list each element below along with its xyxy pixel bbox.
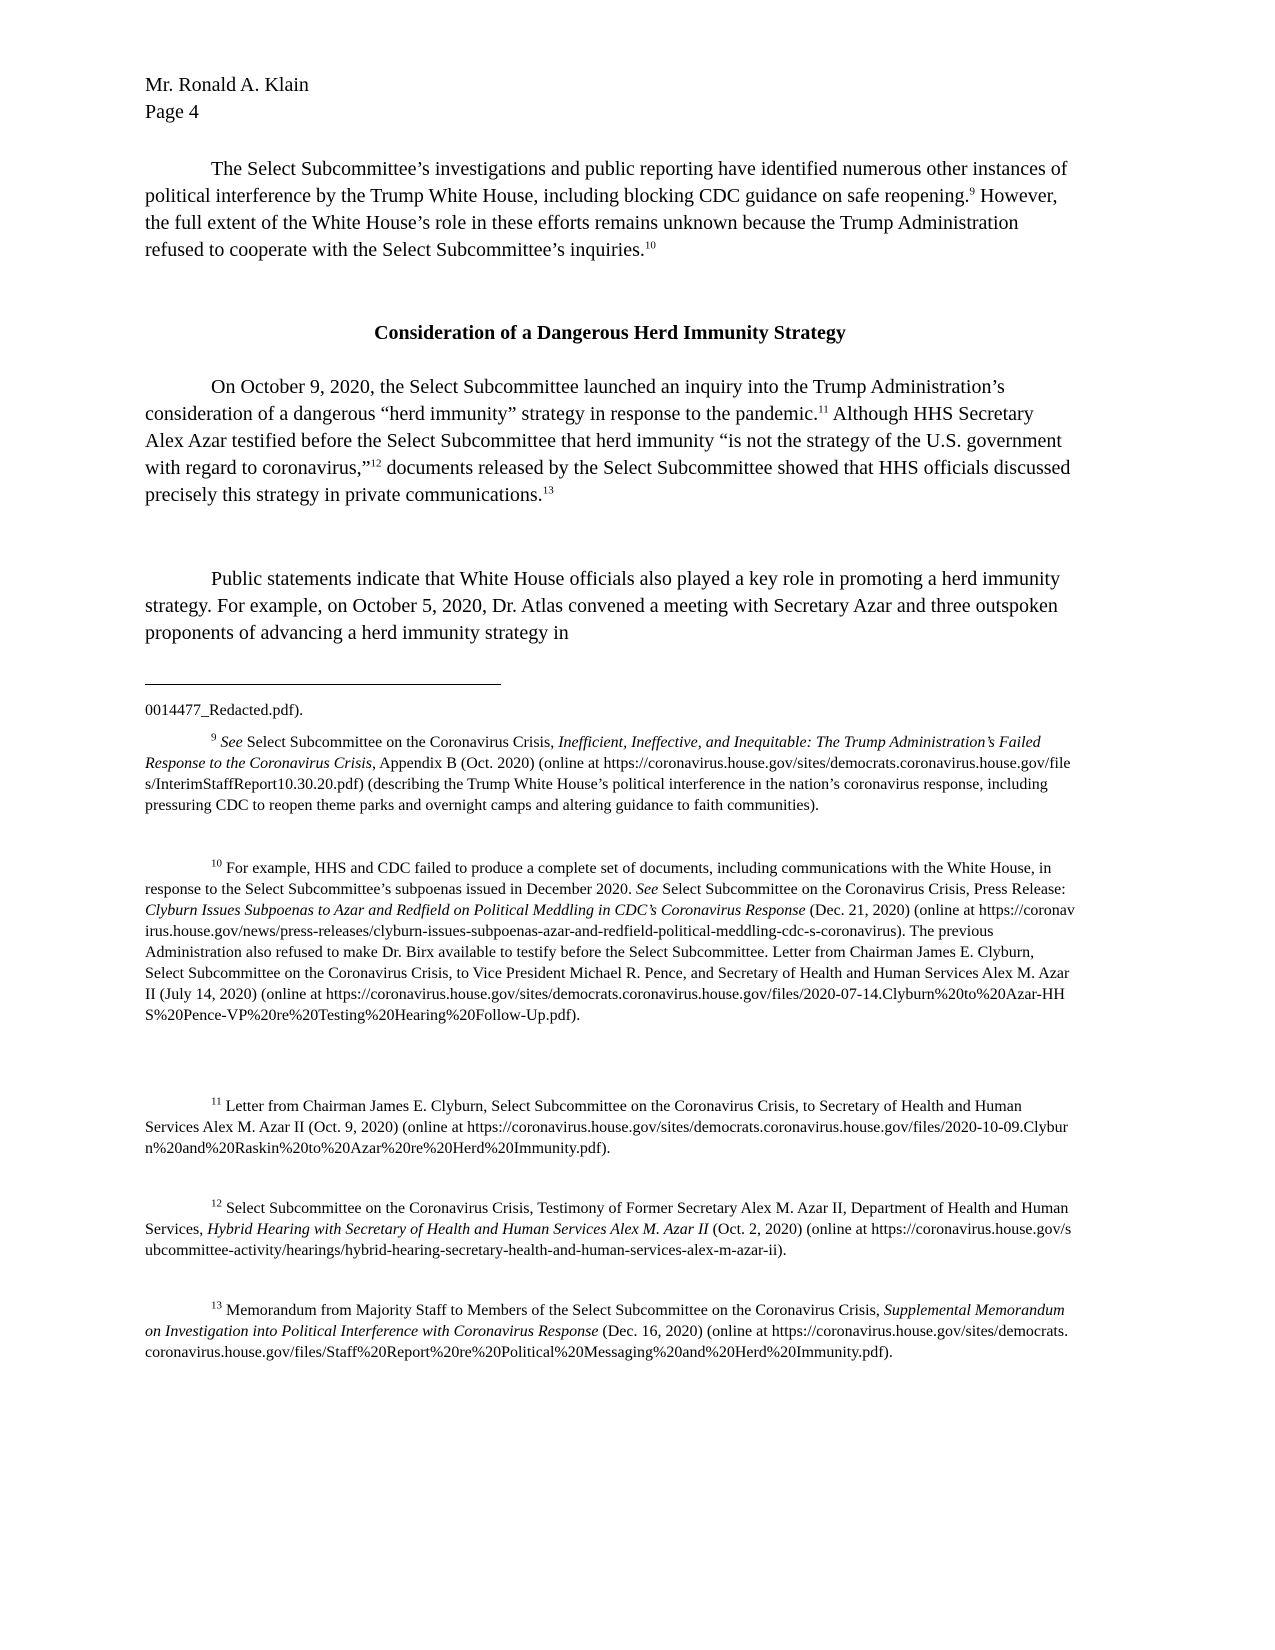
footnote-12: $^{12}$ Select Subcommittee on the Coronavirus Crisis, Testimony of Former Secretary Alex M. Azar II, Department of Health and Human Services, Hybrid Hearing with Secretary of Health and Human Services Alex M. Azar II (Oct. 2, 2020) (online at https://coronavirus.house.gov/subcommittee-activity/hearings/hybrid-hearing-secretary-health-and-human-services-alex-m-azar-ii).: [145, 1197, 1072, 1259]
page-number: Page 4: [145, 101, 199, 123]
footnote-10-link-1[interactable]: https://coronavirus.house.gov/news/press-releases/clyburn-issues-subpoenas-azar-and-redfield-political-meddling-cdc-s-coronavirus: [145, 902, 1075, 940]
section-heading: Consideration of a Dangerous Herd Immunity Strategy: [374, 322, 846, 344]
footnote-13: $^{13}$ Memorandum from Majority Staff to Members of the Select Subcommittee on the Coronavirus Crisis, Supplemental Memorandum on Investigation into Political Interference with Coronavirus Response (Dec. 16, 2020) (online at https://coronavirus.house.gov/sites/democrats.coronavirus.house.gov/files/Staff%20Report%20re%20Political%20Messaging%20and%20Herd%20Immunity.pdf).: [145, 1299, 1069, 1361]
footnote-11: $^{11}$ Letter from Chairman James E. Clyburn, Select Subcommittee on the Coronavirus Crisis, to Secretary of Health and Human Services Alex M. Azar II (Oct. 9, 2020) (online at https://coronavirus.house.gov/sites/democrats.coronavirus.house.gov/files/2020-10-09.Clyburn%20and%20Raskin%20to%20Azar%20re%20Herd%20Immunity.pdf).: [145, 1095, 1068, 1157]
footnote-10-link-2[interactable]: https://coronavirus.house.gov/sites/democrats.coronavirus.house.gov/files/2020-07-14.Clyburn%20to%20Azar-HHS%20Pence-VP%20re%20Testing%20Hearing%20Follow-Up.pdf: [145, 986, 1065, 1024]
footnote-separator: [145, 684, 501, 685]
footnote-9-link[interactable]: https://coronavirus.house.gov/sites/democrats.coronavirus.house.gov/files/InterimStaffReport10.30.20.pdf: [145, 755, 1071, 793]
footnote-11-link[interactable]: https://coronavirus.house.gov/sites/democrats.coronavirus.house.gov/files/2020-10-09.Clyburn%20and%20Raskin%20to%20Azar%20re%20Herd%20Immunity.pdf: [145, 1119, 1068, 1157]
footnote-ref-9: 9: [969, 185, 975, 198]
paragraph-public-statements: Public statements indicate that White House officials also played a key role in promoting a herd immunity strategy. For example, on October 5, 2020, Dr. Atlas convened a meeting with Secretary Azar and three outspoken proponents of advancing a herd immunity strategy in: [145, 568, 1061, 644]
paragraph-herd-immunity-inquiry: On October 9, 2020, the Select Subcommittee launched an inquiry into the Trump Administration’s consideration of a dangerous “herd immunity” strategy in response to the pandemic.$^{11}$ Although HHS Secretary Alex Azar testified before the Select Subcommittee that herd immunity “is not the strategy of the U.S. government with regard to coronavirus,”$^{12}$ documents released by the Select Subcommittee showed that HHS officials discussed precisely this strategy in private communications.$^{13}$: [145, 376, 1071, 506]
footnote-10: $^{10}$ For example, HHS and CDC failed to produce a complete set of documents, including communications with the White House, in response to the Select Subcommittee’s subpoenas issued in December 2020. See Select Subcommittee on the Coronavirus Crisis, Press Release: Clyburn Issues Subpoenas to Azar and Redfield on Political Meddling in CDC’s Coronavirus Response (Dec. 21, 2020) (online at https://coronavirus.house.gov/news/press-releases/clyburn-issues-subpoenas-azar-and-redfield-political-meddling-cdc-s-coronavirus). The previous Administration also refused to make Dr. Birx available to testify before the Select Subcommittee. Letter from Chairman James E. Clyburn, Select Subcommittee on the Coronavirus Crisis, to Vice President Michael R. Pence, and Secretary of Health and Human Services Alex M. Azar II (July 14, 2020) (online at https://coronavirus.house.gov/sites/democrats.coronavirus.house.gov/files/2020-07-14.Clyburn%20to%20Azar-HHS%20Pence-VP%20re%20Testing%20Hearing%20Follow-Up.pdf).: [145, 857, 1075, 1024]
footnote-ref-13: 13: [542, 484, 554, 497]
footnote-continued: 0014477_Redacted.pdf).: [145, 702, 304, 719]
footnote-ref-10: 10: [644, 239, 656, 252]
footnote-13-link[interactable]: https://coronavirus.house.gov/sites/democrats.coronavirus.house.gov/files/Staff%20Report%20re%20Political%20Messaging%20and%20Herd%20Immunity.pdf: [145, 1323, 1069, 1361]
footnote-ref-12: 12: [370, 457, 382, 470]
paragraph-political-interference: The Select Subcommittee’s investigations and public reporting have identified numerous other instances of political interference by the Trump White House, including blocking CDC guidance on safe reopening.$^9$ However, the full extent of the White House’s role in these efforts remains unknown because the Trump Administration refused to cooperate with the Select Subcommittee’s inquiries.$^{10}$: [145, 158, 1068, 261]
footnote-ref-11: 11: [818, 403, 829, 416]
footnote-12-link[interactable]: https://coronavirus.house.gov/subcommittee-activity/hearings/hybrid-hearing-secretary-health-and-human-services-alex-m-azar-ii: [145, 1221, 1072, 1259]
recipient-line: Mr. Ronald A. Klain: [145, 74, 309, 96]
footnote-9: $^9$ See Select Subcommittee on the Coronavirus Crisis, Inefficient, Ineffective, and Inequitable: The Trump Administration’s Failed Response to the Coronavirus Crisis, Appendix B (Oct. 2020) (online at https://coronavirus.house.gov/sites/democrats.coronavirus.house.gov/files/InterimStaffReport10.30.20.pdf) (describing the Trump White House’s political interference in the nation’s coronavirus response, including pressuring CDC to reopen theme parks and overnight camps and altering guidance to faith communities).: [145, 731, 1071, 814]
